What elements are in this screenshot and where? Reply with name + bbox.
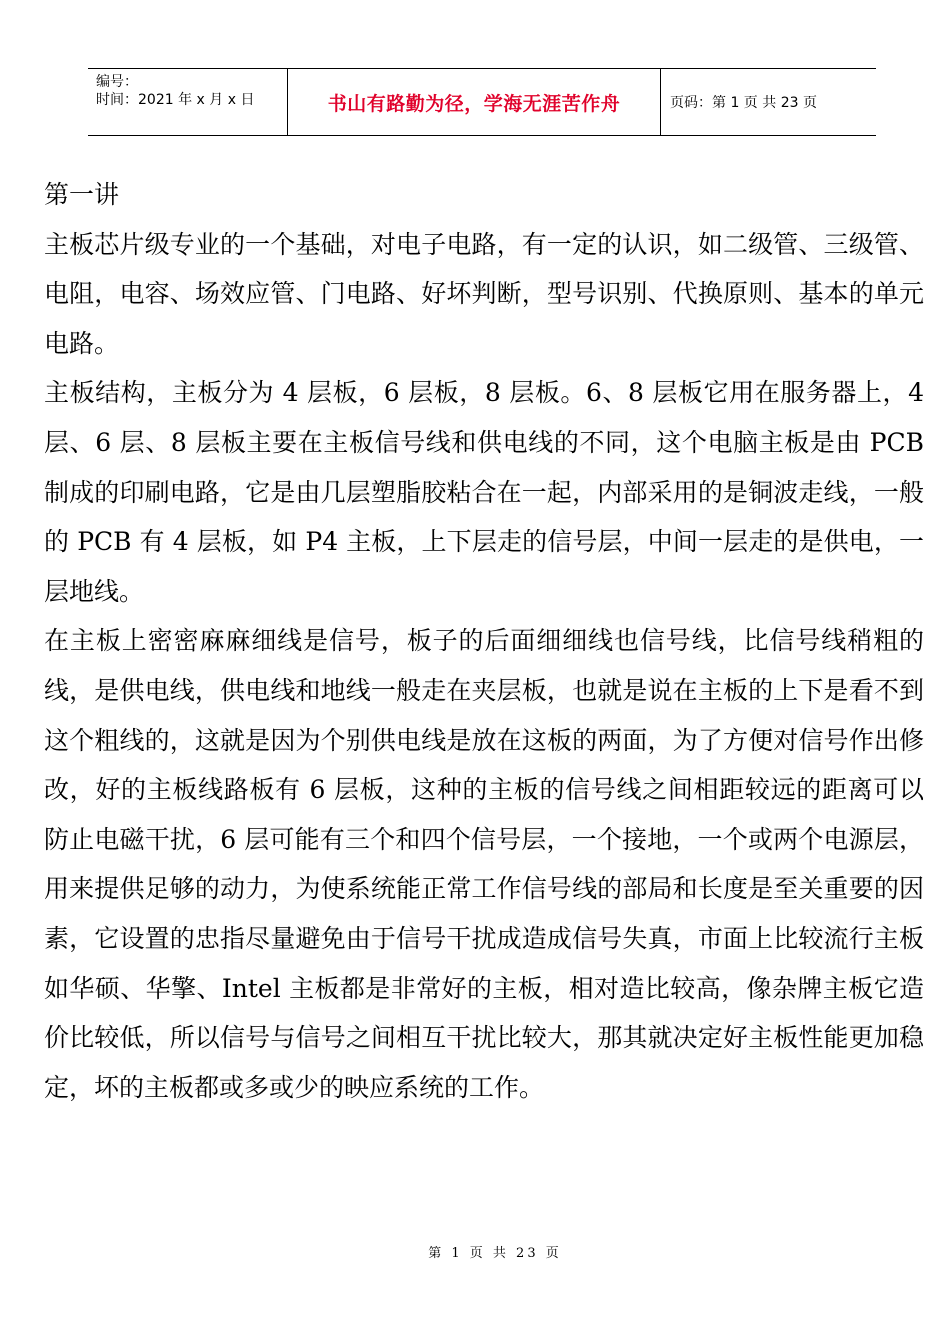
page-footer: 第 1 页 共 23 页	[428, 1246, 562, 1261]
document-time-label: 时间：2021 年 x 月 x 日	[96, 92, 255, 108]
header-page-info: 页码：第 1 页 共 23 页	[670, 95, 817, 111]
document-number-label: 编号：	[96, 74, 138, 90]
lecture-title: 第一讲	[44, 180, 120, 209]
body-paragraph: 主板芯片级专业的一个基础，对电子电路，有一定的认识，如二级管、三级管、电阻，电容、场效应管、门电路、好坏判断，型号识别、代换原则、基本的单元电路。	[44, 229, 924, 358]
document-body	[44, 170, 924, 1112]
header-motto: 书山有路勤为径，学海无涯苦作舟	[288, 69, 661, 135]
body-paragraph: 在主板上密密麻麻细线是信号，板子的后面细细线也信号线，比信号线稍粗的线，是供电线，供电线和地线一般走在夹层板，也就是说在主板的上下是看不到这个粗线的，这就是因为个别供电线是放在这板的两面，为了方便对信号作出修改，好的主板线路板有 6 层板，这种的主板的信号线之间相距较远的距离可以防止电磁干扰，6 层可能有三个和四个信号层，一个接地，一个或两个电源层，用来提供足够的动力，为使系统能正常工作信号线的部局和长度是至关重要的因素，它设置的忠指尽量避免由于信号干扰成造成信号失真，市面上比较流行主板如华硕、华擎、Intel 主板都是非常好的主板，相对造比较高，像杂牌主板它造价比较低，所以信号与信号之间相互干扰比较大，那其就决定好主板性能更加稳定，坏的主板都或多或少的映应系统的工作。	[44, 626, 924, 1102]
page-header	[88, 68, 876, 136]
body-paragraph: 主板结构，主板分为 4 层板，6 层板，8 层板。6、8 层板它用在服务器上，4 层、6 层、8 层板主要在主板信号线和供电线的不同，这个电脑主板是由 PCB 制成的印刷电路，它是由几层塑脂胶粘合在一起，内部采用的是铜波走线，一般的 PCB 有 4 层板，如 P4 主板，上下层走的信号层，中间一层走的是供电，一层地线。	[44, 378, 924, 606]
header-meta-cell	[88, 69, 288, 135]
